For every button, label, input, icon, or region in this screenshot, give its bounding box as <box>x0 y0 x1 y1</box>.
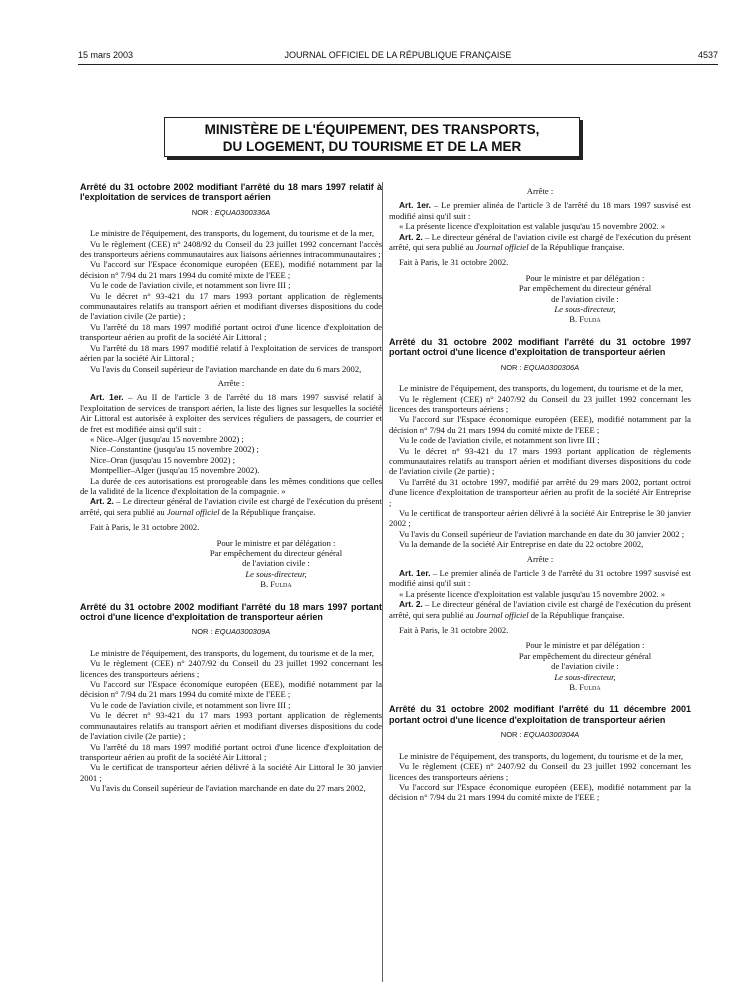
visa-paragraph: Vu l'accord sur l'Espace économique européen (EEE), modifié notamment par la décision n° 7/94 du 21 mars 1994 du comité mixte de l'EEE ; <box>389 414 691 435</box>
visa-paragraph: Vu le règlement (CEE) n° 2407/92 du Conseil du 23 juillet 1992 concernant les licences des transporteurs aériens ; <box>389 761 691 782</box>
article-2-text-end: de la République française. <box>528 242 625 253</box>
ministry-title-line1: MINISTÈRE DE L'ÉQUIPEMENT, DES TRANSPORTS, <box>204 122 540 137</box>
right-column <box>389 182 691 803</box>
article-1 <box>80 392 382 434</box>
signature-date: Fait à Paris, le 31 octobre 2002. <box>90 522 200 533</box>
arrete-title: Arrêté du 31 octobre 2002 modifiant l'arrêté du 11 décembre 2001 portant octroi d'une licence d'exploitation de transporteur aérien <box>389 704 691 725</box>
article-2-text: – Le directeur général de l'aviation civile est chargé de l'exécution du présent arrêté, qui sera publié au <box>80 496 382 517</box>
visa-paragraph: Vu le certificat de transporteur aérien délivré à la société Air Littoral le 30 janvier 2001 ; <box>80 762 382 783</box>
arrete-heading: Arrête : <box>217 377 245 388</box>
nor-reference <box>389 730 691 740</box>
nor-label: NOR : <box>500 362 522 372</box>
visa-paragraph: Vu l'avis du Conseil supérieur de l'aviation marchande en date du 30 janvier 2002 ; <box>399 528 685 539</box>
visa-paragraph: Vu le règlement (CEE) n° 2408/92 du Conseil du 23 juillet 1992 concernant l'accès des transporteurs aériens communautaires aux liaisons aériennes intracommunautaires ; <box>80 238 382 260</box>
arrete-title: Arrêté du 31 octobre 2002 modifiant l'arrêté du 31 octobre 1997 portant octroi d'une licence d'exploitation de transporteur aérien <box>389 336 691 358</box>
arrete-title: Arrêté du 31 octobre 2002 modifiant l'arrêté du 18 mars 1997 relatif à l'exploitation de services de transport aérien <box>80 182 382 203</box>
nor-code: EQUA0300336A <box>214 207 271 217</box>
article-1-text: – Au II de l'article 3 de l'arrêté du 18 mars 1997 susvisé relatif à l'exploitation de services de transport aérien, la liste des lignes sur lesquelles la société Air Littoral est autorisée à exploiter des services réguliers de passagers, de courrier et de fret est modifiée ainsi qu'il suit : <box>80 392 382 434</box>
signatory-name: B. Fulda <box>569 682 601 693</box>
article-2-label: Art. 2. <box>399 599 423 610</box>
signature-line: Par empêchement du directeur général <box>209 548 343 558</box>
journal-officiel-ref: Journal officiel <box>166 506 220 517</box>
nor-reference <box>80 627 382 637</box>
nor-label: NOR : <box>191 207 213 217</box>
article-1 <box>389 200 691 221</box>
validity-quote: « La présente licence d'exploitation est valable jusqu'au 15 novembre 2002. » <box>399 221 666 232</box>
ministry-title-line2: DU LOGEMENT, DU TOURISME ET DE LA MER <box>222 139 522 154</box>
visa-paragraph: Le ministre de l'équipement, des transports, du logement, du tourisme et de la mer, <box>90 228 375 239</box>
visa-paragraph: Vu le règlement (CEE) n° 2407/92 du Conseil du 23 juillet 1992 concernant les licences des transporteurs aériens ; <box>389 393 691 414</box>
nor-code: EQUA0300306A <box>523 362 580 372</box>
signature-date: Fait à Paris, le 31 octobre 2002. <box>399 257 509 268</box>
signature-line: de l'aviation civile : <box>551 661 619 672</box>
visa-paragraph: Vu l'accord sur l'Espace économique européen (EEE), modifié notamment par la décision n° 7/94 du 21 mars 1994 du comité mixte de l'EEE ; <box>80 679 382 700</box>
header-date: 15 mars 2003 <box>78 50 134 60</box>
visa-paragraph: Vu le règlement (CEE) n° 2407/92 du Conseil du 23 juillet 1992 concernant les licences des transporteurs aériens ; <box>80 658 382 679</box>
visa-paragraph: Vu l'accord sur l'Espace économique européen (EEE), modifié notamment par la décision n° 7/94 du 21 mars 1994 du comité mixte de l'EEE ; <box>389 781 691 803</box>
visa-paragraph: Vu l'avis du Conseil supérieur de l'aviation marchande en date du 27 mars 2002, <box>90 783 366 794</box>
visa-paragraph: Vu l'accord sur l'Espace économique européen (EEE), modifié notamment par la décision n° 7/94 du 21 mars 1994 du comité mixte de l'EEE ; <box>80 259 382 280</box>
route-line: Nice–Oran (jusqu'au 15 novembre 2002) ; <box>90 454 235 465</box>
visa-paragraph: Vu le décret n° 93-421 du 17 mars 1993 portant application de règlements communautaires relatifs au transport aérien et modifiant diverses dispositions du code de l'aviation civile (2e partie) ; <box>80 710 382 742</box>
signature-role: Le sous-directeur, <box>554 671 616 682</box>
arrete-section <box>389 704 691 802</box>
article-1-text: – Le premier alinéa de l'article 3 de l'arrêté du 31 octobre 1997 susvisé est modifié ainsi qu'il suit : <box>389 568 691 589</box>
visa-paragraph: Vu l'avis du Conseil supérieur de l'aviation marchande en date du 6 mars 2002, <box>90 363 362 374</box>
article-2-text: – Le directeur général de l'aviation civile est chargé de l'exécution du présent arrêté, qui sera publié au <box>389 599 691 620</box>
route-line: Nice–Constantine (jusqu'au 15 novembre 2002) ; <box>90 444 259 455</box>
arrete-heading: Arrête : <box>526 553 554 564</box>
visa-paragraph: Le ministre de l'équipement, des transports, du logement, du tourisme et de la mer, <box>90 647 375 658</box>
article-1-label: Art. 1er. <box>399 568 431 578</box>
signature-line: Par empêchement du directeur général <box>518 283 652 294</box>
signature-block <box>479 640 691 692</box>
signature-role: Le sous-directeur, <box>554 304 616 315</box>
nor-reference <box>389 363 691 373</box>
signature-line: Par empêchement du directeur général <box>518 650 652 661</box>
signature-line: Pour le ministre et par délégation : <box>525 640 645 651</box>
arrete-section <box>80 182 382 590</box>
signatory-name: B. Fulda <box>569 314 601 325</box>
page-header <box>78 50 718 64</box>
visa-paragraph: Vu le code de l'aviation civile, et notamment son livre III ; <box>90 280 291 291</box>
visa-paragraph: Vu le code de l'aviation civile, et notamment son livre III ; <box>399 435 600 446</box>
visa-paragraph: Le ministre de l'équipement, des transports, du logement, du tourisme et de la mer, <box>399 383 684 394</box>
header-journal-title: JOURNAL OFFICIEL DE LA RÉPUBLIQUE FRANÇAISE <box>284 50 512 60</box>
signature-block <box>479 273 691 325</box>
nor-label: NOR : <box>500 730 522 740</box>
validity-quote: « La présente licence d'exploitation est valable jusqu'au 15 novembre 2002. » <box>399 588 666 599</box>
visa-paragraph: Vu l'arrêté du 18 mars 1997 modifié relatif à l'exploitation de services de transport aérien par la société Air Littoral ; <box>80 342 382 364</box>
duration-paragraph: La durée de ces autorisations est prorogeable dans les mêmes conditions que celles de la validité de la licence d'exploitation de la compagnie. » <box>80 475 382 496</box>
signature-line: de l'aviation civile : <box>242 558 310 569</box>
visa-paragraph: Vu le code de l'aviation civile, et notamment son livre III ; <box>90 699 291 710</box>
arrete-continuation <box>389 186 691 325</box>
route-line: Montpellier–Alger (jusqu'au 15 novembre 2002). <box>90 465 260 476</box>
article-1-text: – Le premier alinéa de l'article 3 de l'arrêté du 18 mars 1997 susvisé est modifié ainsi qu'il suit : <box>389 200 691 221</box>
nor-code: EQUA0300304A <box>523 730 580 740</box>
journal-officiel-ref: Journal officiel <box>475 609 529 620</box>
article-1-label: Art. 1er. <box>90 392 124 403</box>
signature-date: Fait à Paris, le 31 octobre 2002. <box>399 625 509 636</box>
article-2 <box>80 496 382 517</box>
visa-paragraph: Vu l'arrêté du 18 mars 1997 modifié portant octroi d'une licence d'exploitation de transporteur aérien au profit de la société Air Littoral ; <box>80 741 382 762</box>
header-rule <box>78 64 718 65</box>
article-2-text-end: de la République française. <box>528 609 625 620</box>
route-line: « Nice–Alger (jusqu'au 15 novembre 2002) ; <box>90 433 244 444</box>
nor-code: EQUA0300309A <box>214 627 271 637</box>
signature-block <box>170 538 382 590</box>
arrete-title: Arrêté du 31 octobre 2002 modifiant l'arrêté du 18 mars 1997 portant octroi d'une licence d'exploitation de transporteur aérien <box>80 601 382 623</box>
signature-role: Le sous-directeur, <box>245 568 307 579</box>
article-2-label: Art. 2. <box>399 231 423 242</box>
article-2 <box>389 599 691 620</box>
visa-paragraph: Le ministre de l'équipement, des transports, du logement, du tourisme et de la mer, <box>399 750 684 761</box>
journal-officiel-ref: Journal officiel <box>475 242 529 253</box>
signature-line: Pour le ministre et par délégation : <box>216 537 336 548</box>
article-2 <box>389 232 691 253</box>
arrete-section <box>80 602 382 794</box>
nor-reference <box>80 208 382 218</box>
visa-paragraph: Vu le certificat de transporteur aérien délivré à la société Air Entreprise le 30 janvier 2002 ; <box>389 507 691 529</box>
signatory-name: B. Fulda <box>260 579 292 590</box>
article-2-text: – Le directeur général de l'aviation civile est chargé de l'exécution du présent arrêté, qui sera publié au <box>389 231 691 253</box>
visa-paragraph: Vu l'arrêté du 31 octobre 1997, modifié par arrêté du 29 mars 2002, portant octroi d'une licence d'exploitation de transporteur aérien au profit de la société Air Entreprise ; <box>389 476 691 508</box>
article-1-label: Art. 1er. <box>399 200 432 211</box>
left-column <box>80 182 382 794</box>
visa-paragraph: Vu la demande de la société Air Entreprise en date du 22 octobre 2002, <box>399 539 644 550</box>
header-page-number: 4537 <box>697 50 718 60</box>
visa-paragraph: Vu le décret n° 93-421 du 17 mars 1993 portant application de règlements communautaires relatifs au transport aérien et modifiant diverses dispositions du code de l'aviation civile (2e partie) ; <box>80 290 382 322</box>
article-1 <box>389 568 691 589</box>
visa-paragraph: Vu le décret n° 93-421 du 17 mars 1993 portant application de règlements communautaires relatifs au transport aérien et modifiant diverses dispositions du code de l'aviation civile (2e partie) ; <box>389 445 691 477</box>
signature-line: de l'aviation civile : <box>551 293 619 304</box>
column-divider <box>382 182 383 982</box>
ministry-title-box <box>164 117 580 157</box>
arrete-section <box>389 337 691 693</box>
nor-label: NOR : <box>191 627 213 637</box>
article-2-text-end: de la République française. <box>219 506 316 517</box>
arrete-heading: Arrête : <box>526 186 554 196</box>
article-2-label: Art. 2. <box>90 496 114 507</box>
visa-paragraph: Vu l'arrêté du 18 mars 1997 modifié portant octroi d'une licence d'exploitation de transporteur aérien au profit de la société Air Littoral ; <box>80 321 382 343</box>
signature-line: Pour le ministre et par délégation : <box>525 272 645 283</box>
